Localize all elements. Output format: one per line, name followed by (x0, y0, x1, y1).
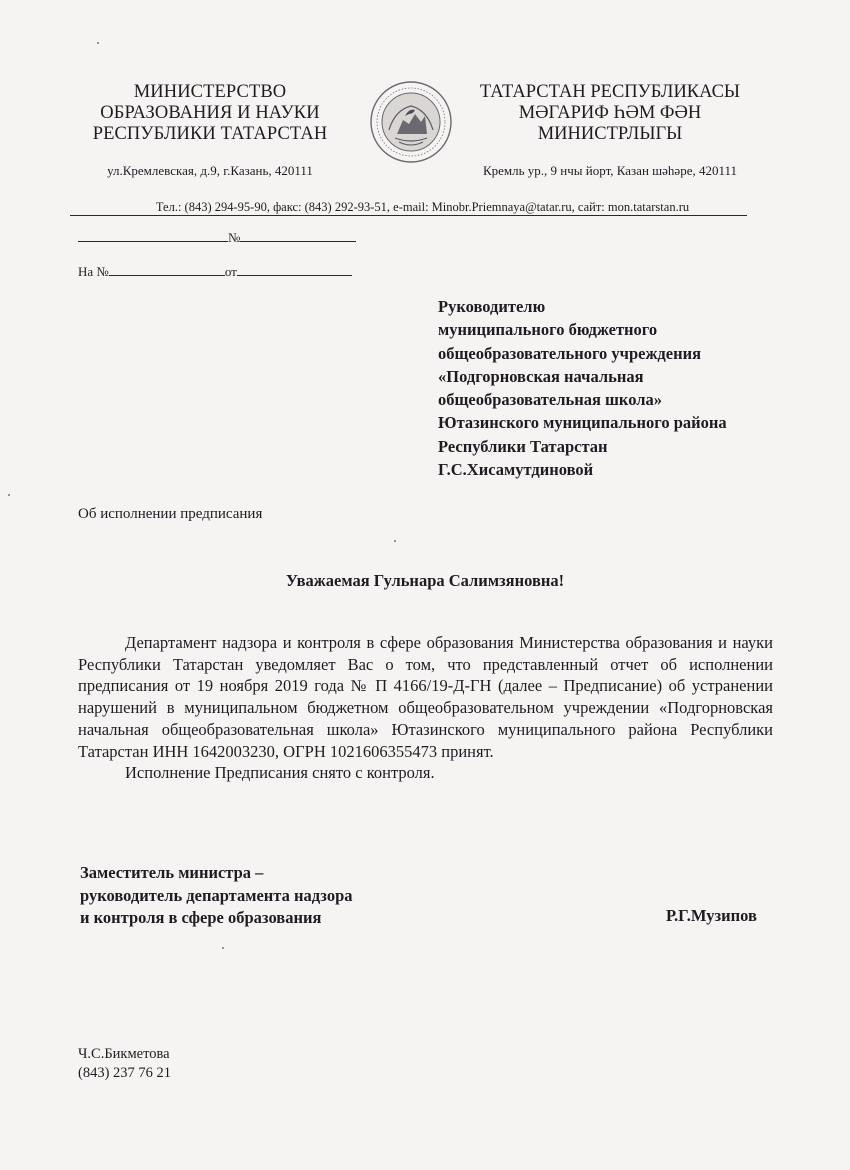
recipient-line: общеобразовательного учреждения (438, 343, 702, 363)
recipient-line: «Подгорновская начальная (438, 366, 644, 386)
tatarstan-coat-of-arms-icon (369, 80, 453, 164)
recipient-line: Ютазинского муниципального района (438, 413, 727, 433)
scan-speck (97, 42, 99, 44)
ministry-name-line: МӘГАРИФ ҺӘМ ФӘН (518, 103, 702, 123)
ministry-name-line: МИНИСТРЛЫГЫ (537, 124, 683, 144)
reference-number-blank (109, 263, 225, 276)
executor-phone: (843) 237 76 21 (78, 1065, 172, 1081)
ministry-name-line: ТАТАРСТАН РЕСПУБЛИКАСЫ (479, 82, 741, 102)
body-paragraph: Исполнение Предписания снято с контроля. (125, 763, 435, 783)
executor-block (78, 1045, 171, 1083)
recipient-line: Республики Татарстан (438, 436, 608, 456)
ministry-name-russian (60, 82, 360, 145)
executor-name: Ч.С.Бикметова (78, 1046, 170, 1062)
recipient-line: общеобразовательная школа» (438, 390, 663, 410)
signatory-position (80, 862, 353, 930)
outgoing-date-blank (78, 229, 228, 242)
signatory-position-line: Заместитель министра – (80, 863, 264, 882)
scan-speck (8, 494, 10, 496)
letter-body (78, 632, 773, 784)
salutation: Уважаемая Гульнара Салимзяновна! (285, 571, 565, 590)
ministry-name-line: РЕСПУБЛИКИ ТАТАРСТАН (92, 124, 328, 144)
recipient-block (438, 295, 727, 481)
ministry-name-tatar (455, 82, 765, 145)
reference-date-blank (237, 263, 352, 276)
address-tatar: Кремль ур., 9 нчы йорт, Казан шәһәре, 420111 (482, 163, 738, 178)
ministry-name-line: ОБРАЗОВАНИЯ И НАУКИ (100, 103, 320, 123)
signatory-position-line: руководитель департамента надзора (80, 885, 353, 905)
outgoing-number-blank (240, 229, 356, 242)
letter-subject: Об исполнении предписания (78, 506, 263, 522)
reference-number-row (78, 263, 352, 280)
address-russian: ул.Кремлевская, д.9, г.Казань, 420111 (107, 163, 313, 178)
recipient-line: Г.С.Хисамутдиновой (438, 460, 594, 480)
reference-label: На № (78, 264, 109, 279)
signatory-position-line: и контроля в сфере образования (80, 908, 322, 927)
recipient-line: Руководителю (438, 297, 546, 316)
recipient-line: муниципального бюджетного (438, 320, 658, 340)
header-divider (70, 215, 747, 216)
number-label: № (228, 230, 241, 245)
scan-speck (394, 540, 396, 542)
date-label: от (224, 264, 237, 279)
outgoing-number-row (78, 229, 356, 246)
contact-details: Тел.: (843) 294-95-90, факс: (843) 292-93-51, e-mail: Minobr.Priemnaya@tatar.ru, сайт: mon.tatarstan.ru (155, 200, 690, 214)
ministry-name-line: МИНИСТЕРСТВО (133, 82, 287, 102)
signatory-name: Р.Г.Музипов (666, 906, 757, 925)
body-paragraph: Департамент надзора и контроля в сфере образования Министерства образования и науки Республики Татарстан уведомляет Вас о том, что представленный отчет об исполнении предписания от 19 ноября 2019 года № П 4166/19-Д-ГН (далее – Предписание) об устранении нарушений в муниципальном бюджетном общеобразовательном учреждении «Подгорновская начальная общеобразовательная школа» Ютазинского муниципального района Республики Татарстан ИНН 1642003230, ОГРН 1021606355473 принят. (78, 633, 773, 761)
scan-speck (222, 947, 224, 949)
